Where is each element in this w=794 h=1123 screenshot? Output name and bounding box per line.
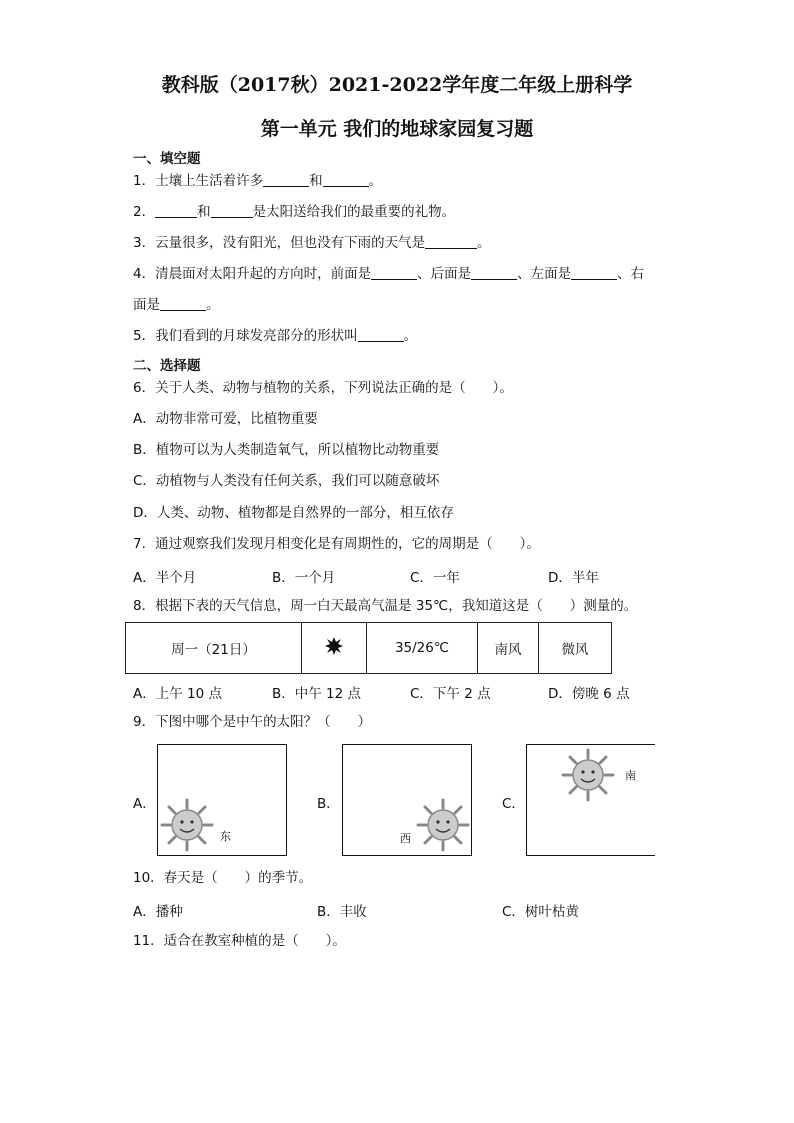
answer-blank[interactable] — [571, 265, 617, 280]
q9-figure-a[interactable] — [157, 744, 287, 856]
sun-face-icon — [159, 797, 215, 853]
q6-option-d[interactable]: D．人类、动物、植物都是自然界的一部分，相互依存 — [133, 505, 454, 521]
question-1: 1．土壤上生活着许多 和 。 — [133, 173, 383, 189]
answer-blank[interactable] — [263, 172, 309, 187]
weather-icon-cell — [302, 623, 367, 674]
q9-option-a-label[interactable]: A． — [133, 796, 156, 812]
document-subtitle: 第一单元 我们的地球家园复习题 — [260, 118, 534, 140]
question-5: 5．我们看到的月球发亮部分的形状叫 。 — [133, 328, 418, 344]
section-multiple-choice: 二、选择题 — [133, 358, 201, 374]
q7-option-a[interactable]: A．半个月 — [133, 570, 197, 586]
sun-face-icon — [560, 747, 616, 803]
weather-day: 周一（21日） — [126, 623, 302, 674]
q7-option-d[interactable]: D．半年 — [548, 570, 599, 586]
answer-blank[interactable] — [425, 234, 477, 249]
answer-blank[interactable] — [323, 172, 369, 187]
weather-wind-direction: 南风 — [478, 623, 539, 674]
q6-option-a[interactable]: A．动物非常可爱，比植物重要 — [133, 411, 318, 427]
answer-blank[interactable] — [471, 265, 517, 280]
q6-option-b[interactable]: B．植物可以为人类制造氧气，所以植物比动物重要 — [133, 442, 440, 458]
question-7-stem: 7．通过观察我们发现月相变化是有周期性的，它的周期是（ ）。 — [133, 536, 540, 552]
q7-option-c[interactable]: C．一年 — [410, 570, 460, 586]
document-title: 教科版（2017秋）2021-2022学年度二年级上册科学 — [161, 74, 633, 96]
direction-south-label: 南 — [625, 769, 636, 782]
question-2: 2． 和 是太阳送给我们的最重要的礼物。 — [133, 204, 456, 220]
q7-option-b[interactable]: B．一个月 — [272, 570, 336, 586]
question-9-stem: 9．下图中哪个是中午的太阳？（ ） — [133, 714, 372, 730]
direction-east-label: 东 — [220, 830, 231, 843]
question-6-stem: 6．关于人类、动物与植物的关系，下列说法正确的是（ ）。 — [133, 380, 513, 396]
answer-blank[interactable] — [160, 296, 206, 311]
sun-face-icon — [415, 797, 471, 853]
question-11-stem: 11．适合在教室种植的是（ ）。 — [133, 933, 346, 949]
answer-blank[interactable] — [358, 327, 404, 342]
q9-figure-c[interactable] — [526, 744, 655, 856]
q10-option-a[interactable]: A．播种 — [133, 904, 183, 920]
q8-option-c[interactable]: C．下午 2 点 — [410, 686, 491, 702]
weather-temp: 35/26℃ — [367, 623, 478, 674]
q9-figure-b[interactable] — [342, 744, 472, 856]
direction-west-label: 西 — [400, 832, 411, 845]
question-10-stem: 10．春天是（ ）的季节。 — [133, 870, 313, 886]
q10-option-b[interactable]: B．丰收 — [317, 904, 367, 920]
q8-option-a[interactable]: A．上午 10 点 — [133, 686, 222, 702]
question-4: 4．清晨面对太阳升起的方向时，前面是 、后面是 、左面是 、右 — [133, 266, 645, 282]
q6-option-c[interactable]: C．动植物与人类没有任何关系，我们可以随意破坏 — [133, 473, 440, 489]
answer-blank[interactable] — [211, 203, 253, 218]
q9-option-b-label[interactable]: B． — [317, 796, 340, 812]
section-fill-blank: 一、填空题 — [133, 151, 201, 167]
weather-table — [125, 622, 612, 674]
question-3: 3．云量很多，没有阳光，但也没有下雨的天气是 。 — [133, 235, 491, 251]
sun-icon — [324, 636, 344, 656]
answer-blank[interactable] — [371, 265, 417, 280]
q8-option-b[interactable]: B．中午 12 点 — [272, 686, 362, 702]
q8-option-d[interactable]: D．傍晚 6 点 — [548, 686, 630, 702]
q9-option-c-label[interactable]: C． — [502, 796, 525, 812]
weather-wind: 微风 — [539, 623, 612, 674]
answer-blank[interactable] — [155, 203, 197, 218]
question-8-stem: 8．根据下表的天气信息，周一白天最高气温是 35℃，我知道这是（ ）测量的。 — [133, 598, 638, 614]
question-4-cont: 面是 。 — [133, 297, 220, 313]
q10-option-c[interactable]: C．树叶枯黄 — [502, 904, 579, 920]
